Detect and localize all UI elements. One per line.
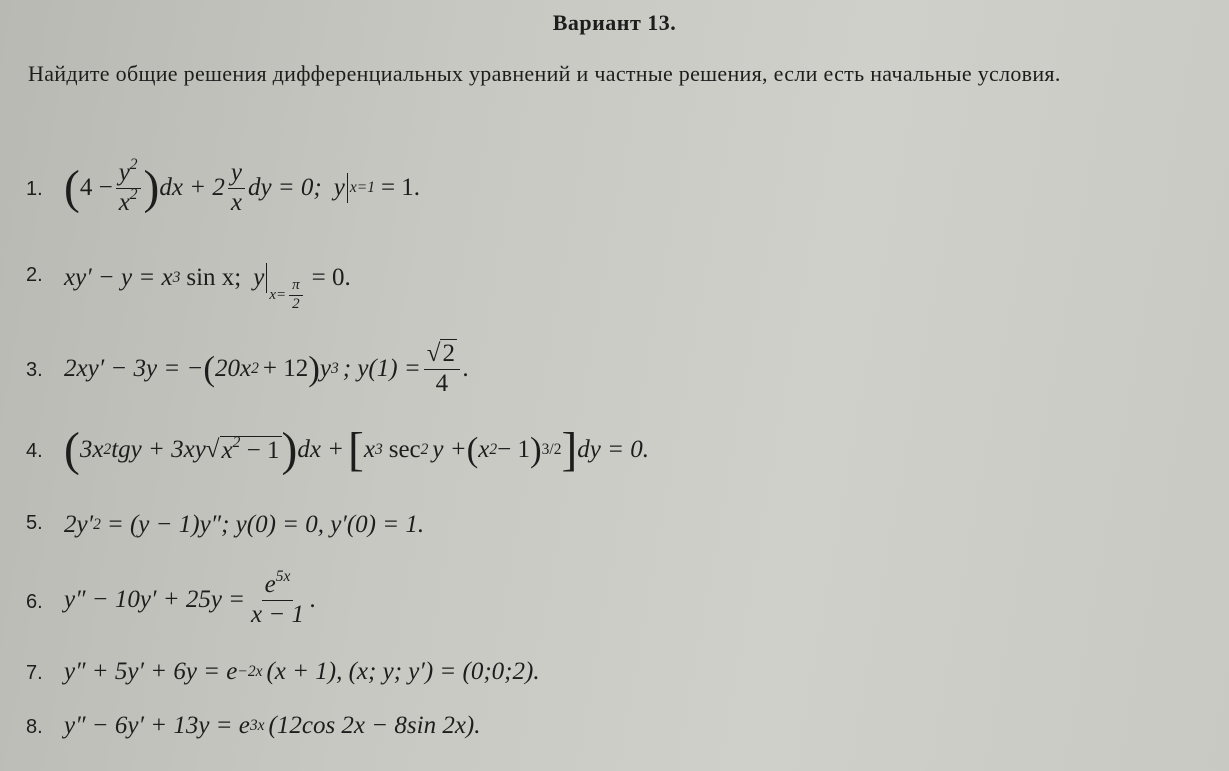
problem-number: 1. (26, 178, 43, 200)
problem-equation: ( 4 − $\frac{y^2}{x^2}$ ) dx + 2 $\frac{y}{x}$ dy = 0; y x=1 = 1. (64, 155, 421, 216)
problem-number: 4. (26, 440, 43, 462)
problem-number: 3. (26, 359, 43, 381)
fraction: $\frac{y}{x}$ (228, 159, 245, 218)
problem-equation: y″ − 6y′ + 13y = e 3x (12cos 2x − 8sin 2x). (64, 712, 481, 739)
task-instruction: Найдите общие решения дифференциальных уравнений и частные решения, если есть начальные условия. (28, 61, 1061, 86)
problem-number: 8. (26, 716, 43, 738)
fraction: $\frac{√2}{4}$ (424, 340, 460, 399)
problem-equation: y″ − 10y′ + 25y = $\frac{e^{5x}}{x - 1}$ . (64, 567, 317, 628)
problem-number: 5. (26, 512, 43, 534)
problem-equation: ( 3x 2 tgy + 3xy √ $x^2 - 1$ ) dx + [ x 3 sec 2 y + ( x 2 − 1 ) 3/2 ] dy = 0. (64, 423, 650, 476)
problem-equation: xy′ − y = x 3 sin x; y x= $\frac{\pi}{2}$ = 0. (64, 264, 351, 312)
fraction: $\frac{e^{5x}}{x - 1}$ (251, 567, 304, 628)
problem-equation: 2xy′ − 3y = − ( 20x 2 + 12 ) y 3 ; y(1) = $\frac{√2}{4}$ . (64, 339, 470, 397)
problem-number: 2. (26, 264, 43, 286)
variant-title: Вариант 13. (552, 10, 677, 35)
problem-equation: y″ + 5y′ + 6y = e −2x (x + 1), (x; y; y′) = (0;0;2). (64, 658, 540, 685)
fraction: $\frac{y^2}{x^2}$ (116, 159, 141, 218)
problem-number: 6. (26, 591, 43, 613)
problem-number: 7. (26, 662, 43, 684)
problem-equation: 2y′ 2 = (y − 1)y″; y(0) = 0, y′(0) = 1. (64, 511, 425, 538)
